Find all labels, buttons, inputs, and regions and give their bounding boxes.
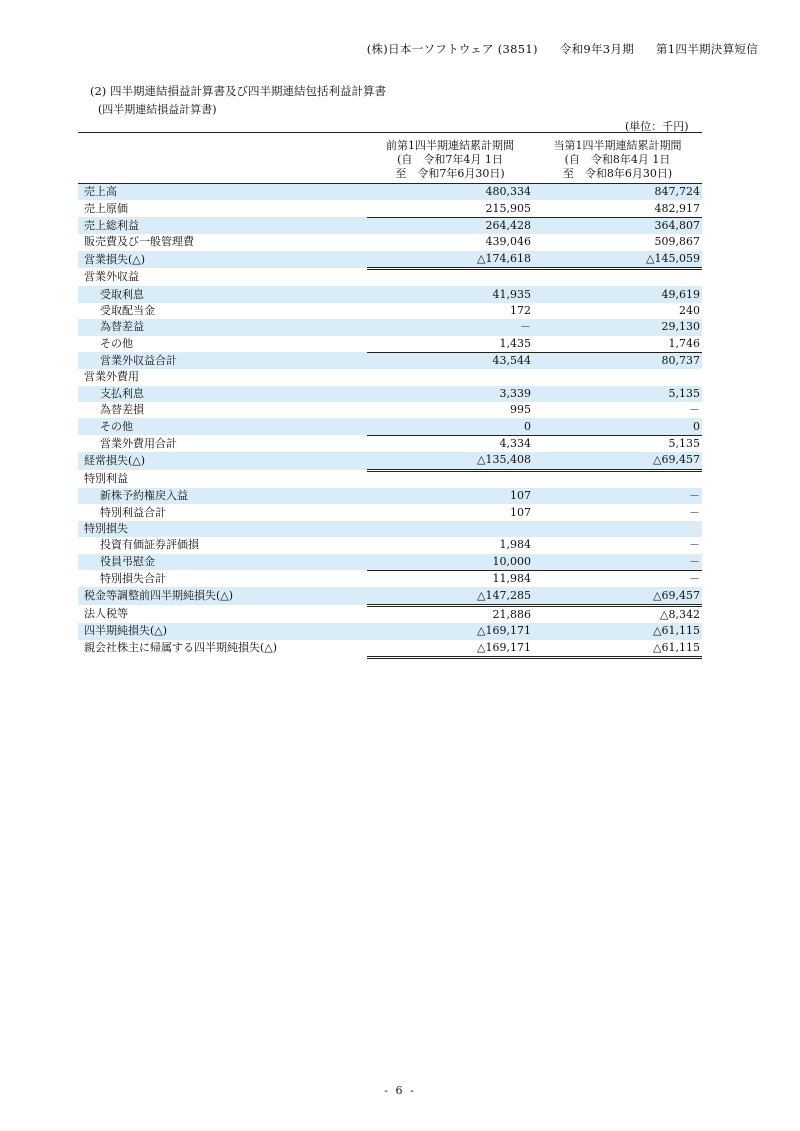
table-row — [78, 217, 702, 234]
prev-period-value: 172 — [510, 303, 531, 317]
cur-period-value: △61,115 — [533, 640, 702, 658]
row-label: 経常損失(△) — [78, 452, 367, 470]
row-label: 新株予約権戻入益 — [78, 488, 367, 504]
prev-period-value: 3,339 — [367, 386, 533, 402]
cur-period-value: － — [689, 572, 700, 586]
prev-period-value: 215,905 — [367, 200, 533, 217]
prev-period-value: 264,428 — [367, 217, 533, 234]
table-row — [78, 470, 702, 488]
row-label: 為替差益 — [78, 319, 367, 335]
prev-period-value: 41,935 — [367, 286, 533, 302]
prev-period-value: 439,046 — [485, 235, 531, 249]
cur-period-value: △69,457 — [533, 587, 702, 605]
cur-period-value: △145,059 — [533, 251, 702, 269]
row-label: 売上原価 — [84, 201, 128, 215]
cur-period-value: △69,457 — [533, 452, 702, 470]
prev-period-title: 前第1四半期連結累計期間 — [386, 139, 514, 152]
table-row — [78, 418, 702, 435]
prev-period-value: 43,544 — [367, 352, 533, 369]
company-name: (株)日本一ソフトウェア (3851) — [366, 42, 538, 56]
unit-note: (単位：千円) — [625, 120, 689, 133]
row-label: 支払利息 — [78, 386, 367, 402]
prev-period-value — [367, 369, 533, 385]
prev-period-to: 至 令和7年6月30日) — [395, 167, 505, 180]
cur-period-title: 当第1四半期連結累計期間 — [553, 139, 682, 152]
row-label: 特別損失合計 — [100, 571, 166, 585]
row-label: 売上高 — [78, 184, 367, 201]
cur-period-value: － — [533, 488, 702, 504]
row-label: その他 — [100, 336, 133, 350]
table-row — [78, 587, 702, 605]
table-row — [78, 488, 702, 504]
prev-period-value: △169,171 — [367, 623, 533, 639]
row-label: 売上総利益 — [78, 217, 367, 234]
fiscal-period: 令和9年3月期 — [559, 42, 635, 56]
prev-period-value: 21,886 — [492, 607, 531, 621]
section-subtitle: (四半期連結損益計算書) — [98, 103, 217, 116]
cur-period-value: 5,135 — [668, 437, 700, 451]
row-label: 四半期純損失(△) — [78, 623, 367, 639]
table-row — [78, 234, 702, 250]
table-row — [78, 369, 702, 385]
cur-period-value: 80,737 — [533, 352, 702, 369]
cur-period-value: 240 — [679, 303, 700, 317]
prev-period-value — [367, 470, 533, 488]
prev-period-value: 0 — [367, 418, 533, 435]
cur-period-value: 0 — [533, 418, 702, 435]
cur-period-value: － — [689, 538, 700, 552]
table-row — [78, 286, 702, 302]
section-title: (2) 四半期連結損益計算書及び四半期連結包括利益計算書 — [90, 84, 386, 98]
table-header-row — [78, 133, 702, 184]
prev-period-from: (自 令和7年4月 1日 — [397, 153, 503, 166]
prev-period-value: － — [367, 319, 533, 335]
table-row — [78, 319, 702, 335]
cur-period-value: 847,724 — [533, 184, 702, 201]
cur-period-header — [533, 133, 702, 184]
prev-period-value: 1,984 — [499, 538, 531, 552]
cur-period-value: － — [689, 403, 700, 417]
prev-period-value: 107 — [510, 505, 531, 519]
income-statement-table — [78, 132, 702, 659]
table-row — [78, 200, 702, 217]
prev-period-value: △147,285 — [367, 587, 533, 605]
row-label: 営業外収益 — [84, 270, 139, 284]
cur-period-value: △61,115 — [533, 623, 702, 639]
cur-period-value — [533, 369, 702, 385]
row-label: 役員弔慰金 — [78, 554, 367, 571]
prev-period-value: 480,334 — [367, 184, 533, 201]
cur-period-value: △8,342 — [660, 607, 700, 621]
prev-period-value: 4,334 — [499, 437, 531, 451]
table-row — [78, 504, 702, 520]
page-number: - 6 - — [384, 1084, 416, 1097]
table-row — [78, 435, 702, 452]
cur-period-value: － — [689, 505, 700, 519]
table-row — [78, 352, 702, 369]
table-row — [78, 303, 702, 319]
label-column-header — [78, 133, 367, 184]
cur-period-from: (自 令和8年4月 1日 — [564, 153, 671, 166]
row-label: 税金等調整前四半期純損失(△) — [78, 587, 367, 605]
row-label: 投資有価証券評価損 — [100, 538, 199, 552]
table-body — [78, 184, 702, 658]
prev-period-header — [367, 133, 533, 184]
cur-period-value: － — [533, 554, 702, 571]
row-label: 特別損失 — [78, 521, 367, 537]
prev-period-value: 10,000 — [367, 554, 533, 571]
table-row — [78, 554, 702, 571]
prev-period-value — [367, 268, 533, 286]
row-label: 営業外費用 — [84, 370, 139, 384]
row-label: 為替差損 — [100, 403, 144, 417]
table-row — [78, 521, 702, 537]
prev-period-value: 107 — [367, 488, 533, 504]
table-row — [78, 268, 702, 286]
row-label: 営業外収益合計 — [78, 352, 367, 369]
prev-period-value: 11,984 — [492, 572, 531, 586]
cur-period-value — [533, 521, 702, 537]
prev-period-value — [367, 521, 533, 537]
table-row — [78, 251, 702, 269]
row-label: 販売費及び一般管理費 — [84, 235, 194, 249]
cur-period-value: 1,746 — [533, 336, 702, 353]
cur-period-value: 49,619 — [533, 286, 702, 302]
table-row — [78, 184, 702, 201]
row-label: 営業損失(△) — [78, 251, 367, 269]
row-label: その他 — [78, 418, 367, 435]
page-header — [349, 41, 758, 57]
prev-period-value: △135,408 — [367, 452, 533, 470]
row-label: 受取利息 — [78, 286, 367, 302]
prev-period-value: 995 — [510, 403, 531, 417]
row-label: 法人税等 — [84, 607, 128, 621]
cur-period-value: 364,807 — [533, 217, 702, 234]
cur-period-value: 509,867 — [654, 235, 700, 249]
table-row — [78, 570, 702, 587]
table-row — [78, 452, 702, 470]
table-row — [78, 537, 702, 553]
row-label: 営業外費用合計 — [100, 436, 177, 450]
table-row — [78, 623, 702, 639]
cur-period-value: 482,917 — [533, 200, 702, 217]
table-row — [78, 402, 702, 418]
cur-period-value — [533, 268, 702, 286]
table-row — [78, 640, 702, 658]
cur-period-value — [533, 470, 702, 488]
cur-period-to: 至 令和8年6月30日) — [562, 167, 673, 180]
prev-period-value: △169,171 — [367, 640, 533, 658]
table-row — [78, 386, 702, 402]
cur-period-value: 29,130 — [533, 319, 702, 335]
report-type: 第1四半期決算短信 — [655, 42, 758, 56]
row-label: 受取配当金 — [100, 303, 155, 317]
row-label: 特別利益 — [84, 472, 128, 486]
table-row — [78, 336, 702, 353]
prev-period-value: △174,618 — [367, 251, 533, 269]
row-label: 親会社株主に帰属する四半期純損失(△) — [84, 641, 278, 655]
prev-period-value: 1,435 — [367, 336, 533, 353]
table-row — [78, 605, 702, 623]
row-label: 特別利益合計 — [100, 505, 166, 519]
cur-period-value: 5,135 — [533, 386, 702, 402]
